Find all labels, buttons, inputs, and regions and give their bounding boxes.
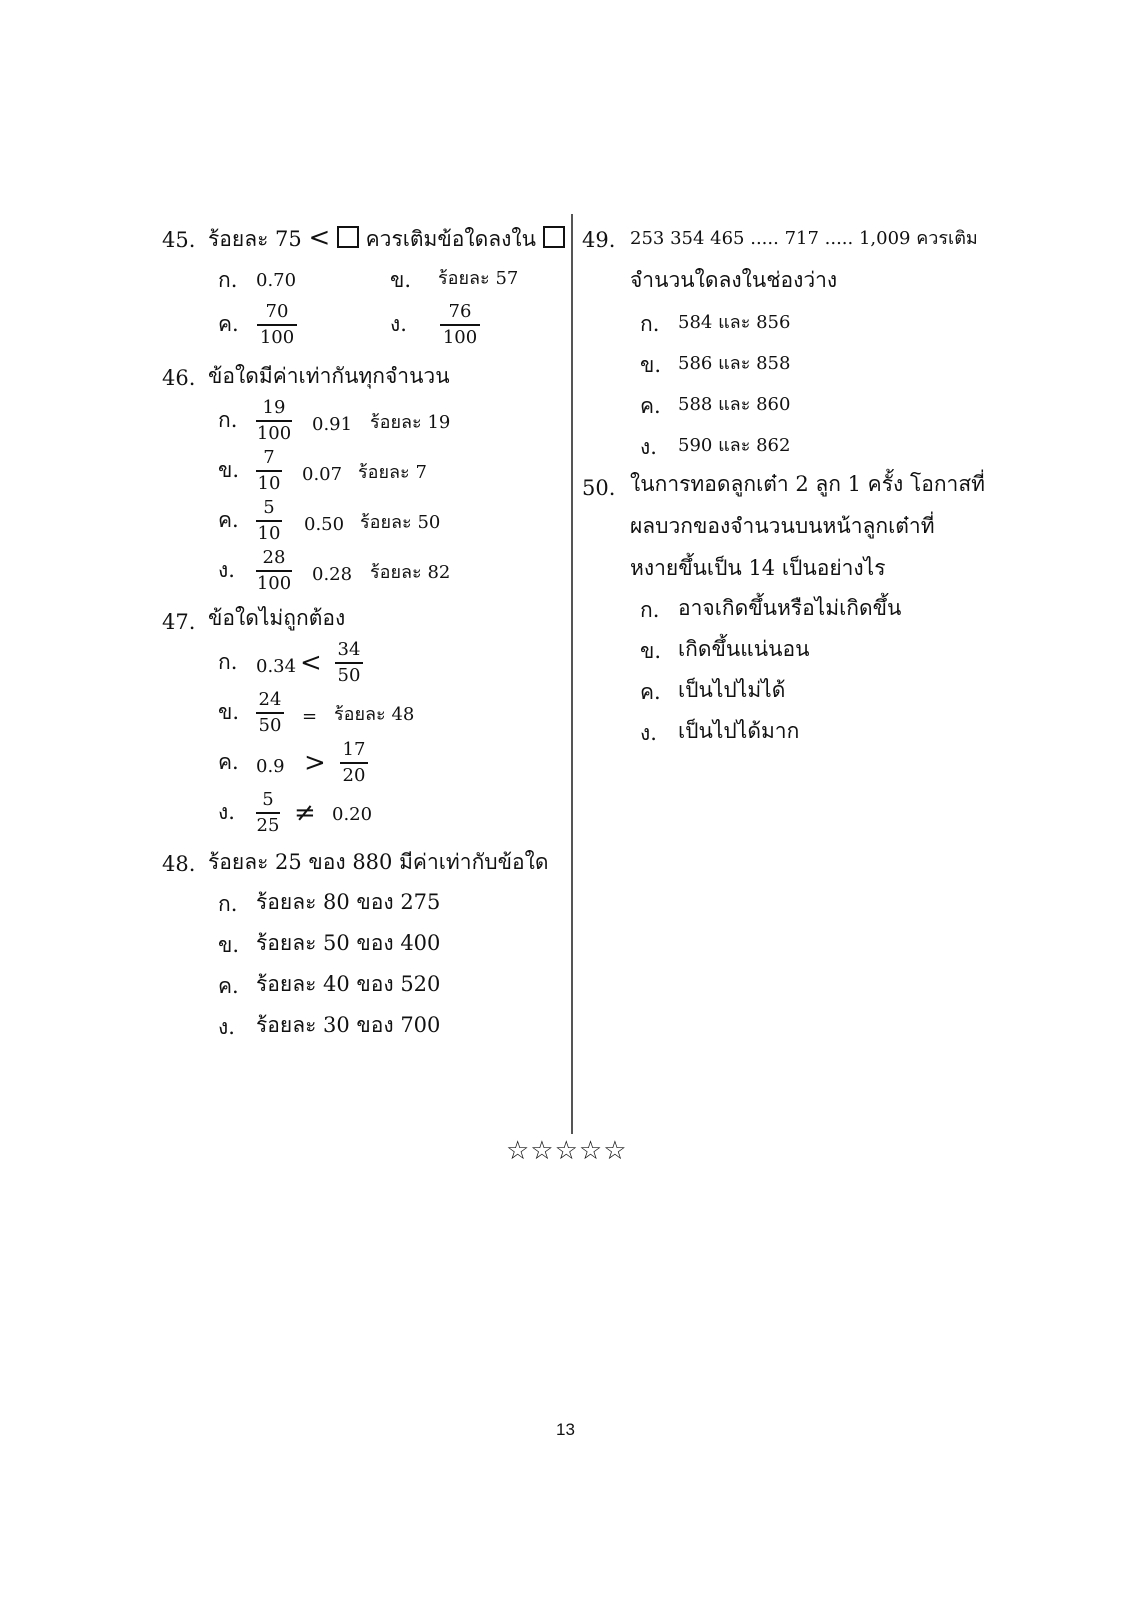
- option-label: ง.: [218, 1015, 235, 1039]
- option-decimal: 0.07: [302, 464, 343, 485]
- option-label: ค.: [218, 508, 239, 532]
- page-number: 13: [556, 1420, 575, 1439]
- option-label: ค.: [218, 974, 239, 998]
- option-percent: ร้อยละ 19: [370, 412, 451, 433]
- blank-box-icon: [337, 226, 359, 248]
- option-left: 0.9: [256, 756, 285, 777]
- question-stem-line: ผลบวกของจำนวนบนหน้าลูกเต๋าที่: [630, 514, 935, 538]
- question-stem: ร้อยละ 25 ของ 880 มีค่าเท่ากับข้อใด: [208, 850, 549, 874]
- option-label: ค.: [640, 394, 661, 418]
- fraction: 70 100: [257, 302, 297, 348]
- question-stem: ร้อยละ 75 < ควรเติมข้อใดลงใน: [208, 226, 565, 253]
- fraction: 34 50: [335, 640, 363, 686]
- question-stem: ข้อใดไม่ถูกต้อง: [208, 606, 346, 630]
- option-text: ร้อยละ 40 ของ 520: [256, 972, 441, 996]
- option-decimal: 0.28: [312, 564, 353, 585]
- option-label: ข.: [218, 933, 240, 957]
- option-text: ร้อยละ 80 ของ 275: [256, 890, 441, 914]
- option-text: อาจเกิดขึ้นหรือไม่เกิดขึ้น: [678, 596, 902, 620]
- option-text: 590 และ 862: [678, 435, 791, 456]
- option-label: ข.: [218, 700, 240, 724]
- option-left: 0.34: [256, 656, 297, 677]
- question-number: 48.: [162, 852, 196, 876]
- option-label: ง.: [218, 800, 235, 824]
- option-text: 0.70: [256, 270, 297, 291]
- fraction: 5 10: [257, 497, 281, 544]
- option-label: ก.: [218, 268, 238, 292]
- option-label: ง.: [218, 558, 235, 582]
- option-right: ร้อยละ 48: [334, 704, 415, 725]
- fraction: 17 20: [340, 740, 368, 786]
- equals-sign: =: [302, 706, 318, 727]
- fraction: 7 10: [257, 447, 281, 494]
- option-label: ค.: [218, 750, 239, 774]
- option-label: ก.: [640, 312, 660, 336]
- option-label: ข.: [218, 458, 240, 482]
- option-label: ค.: [218, 312, 239, 336]
- option-text: เกิดขึ้นแน่นอน: [678, 637, 810, 661]
- question-number: 46.: [162, 366, 196, 390]
- fraction: 76 100: [440, 302, 480, 348]
- option-label: ก.: [218, 892, 238, 916]
- option-text: ร้อยละ 57: [438, 268, 519, 289]
- option-text: เป็นไปไม่ได้: [678, 678, 786, 702]
- option-text: 586 และ 858: [678, 353, 791, 374]
- option-decimal: 0.91: [312, 414, 353, 435]
- question-number: 45.: [162, 228, 196, 252]
- star-row-icon: ☆☆☆☆☆: [506, 1136, 628, 1166]
- question-stem-line: 253 354 465 ..... 717 ..... 1,009 ควรเติม: [630, 228, 978, 249]
- option-percent: ร้อยละ 50: [360, 512, 441, 533]
- option-label: ก.: [218, 408, 238, 432]
- question-stem: ข้อใดมีค่าเท่ากันทุกจำนวน: [208, 364, 450, 388]
- option-label: ง.: [640, 435, 657, 459]
- less-than-sign: <: [300, 648, 322, 678]
- fraction: 24 50: [256, 690, 284, 736]
- option-text: 588 และ 860: [678, 394, 791, 415]
- option-percent: ร้อยละ 82: [370, 562, 451, 583]
- question-stem-line: จำนวนใดลงในช่องว่าง: [630, 268, 838, 292]
- option-text: 584 และ 856: [678, 312, 791, 333]
- blank-box-icon: [543, 226, 565, 248]
- greater-than-sign: >: [304, 748, 326, 778]
- option-label: ง.: [640, 721, 657, 745]
- option-label: ง.: [390, 312, 407, 336]
- not-equal-sign: ≠: [294, 798, 316, 828]
- option-text: ร้อยละ 50 ของ 400: [256, 931, 441, 955]
- fraction: 19 100: [256, 397, 292, 444]
- option-label: ก.: [218, 650, 238, 674]
- option-text: ร้อยละ 30 ของ 700: [256, 1013, 441, 1037]
- question-number: 47.: [162, 610, 196, 634]
- question-number: 49.: [582, 228, 616, 252]
- question-number: 50.: [582, 476, 616, 500]
- option-decimal: 0.50: [304, 514, 345, 535]
- option-percent: ร้อยละ 7: [358, 462, 427, 483]
- column-divider: [571, 214, 573, 1134]
- option-label: ค.: [640, 680, 661, 704]
- option-label: ข.: [640, 639, 662, 663]
- option-label: ก.: [640, 598, 660, 622]
- question-stem-line: หงายขึ้นเป็น 14 เป็นอย่างไร: [630, 556, 886, 580]
- fraction: 5 25: [256, 789, 280, 836]
- option-text: เป็นไปได้มาก: [678, 719, 800, 743]
- option-right: 0.20: [332, 804, 373, 825]
- fraction: 28 100: [256, 547, 292, 594]
- question-stem-line: ในการทอดลูกเต๋า 2 ลูก 1 ครั้ง โอกาสที่: [630, 472, 986, 496]
- option-label: ข.: [390, 268, 412, 292]
- option-label: ข.: [640, 353, 662, 377]
